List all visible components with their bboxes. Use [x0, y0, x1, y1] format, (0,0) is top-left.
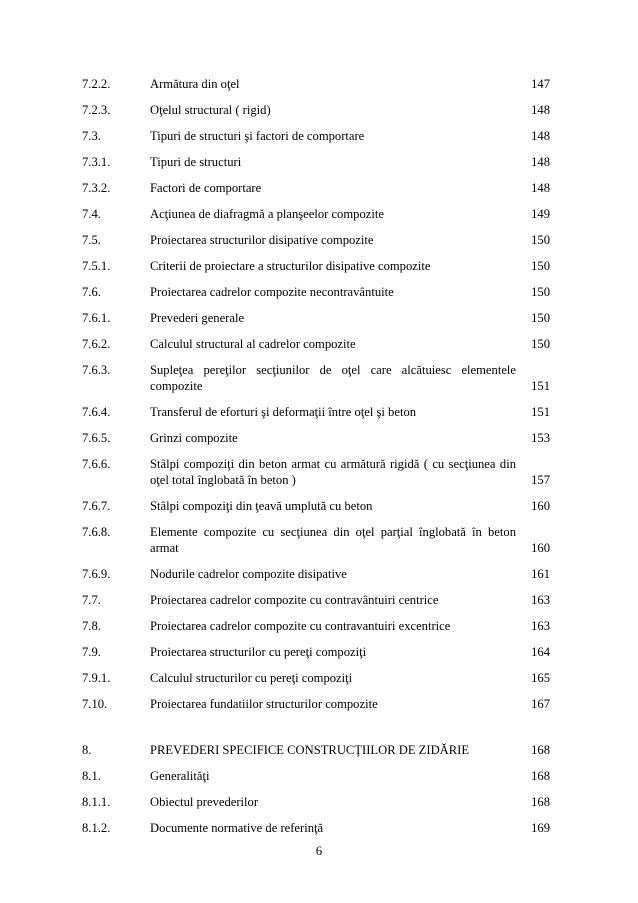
entry-title: Calculul structurilor cu pereţi compoziţi: [150, 671, 353, 685]
entry-title: Proiectarea cadrelor compozite necontravântuite: [150, 285, 394, 299]
entry-number: 7.9.1.: [82, 671, 111, 685]
entry-number: 7.6.4.: [82, 405, 111, 419]
entry-title: Stâlpi compoziţi din ţeavă umplută cu beton: [150, 499, 373, 513]
entry-title: Supleţea pereţilor secţiunilor de oţel care alcătuiesc elementele compozite: [150, 363, 516, 393]
entry-page: 149: [531, 207, 550, 221]
page-number: 6: [315, 844, 323, 858]
entry-page: 161: [531, 567, 550, 581]
entry-title: Nodurile cadrelor compozite disipative: [150, 567, 347, 581]
entry-page: 160: [531, 499, 550, 513]
entry-number: 7.5.1.: [82, 259, 111, 273]
entry-page: 150: [531, 285, 550, 299]
entry-page: 163: [531, 593, 550, 607]
entry-page: 157: [531, 473, 550, 487]
entry-number: 7.6.6.: [82, 457, 111, 471]
entry-title: Tipuri de structuri: [150, 155, 242, 169]
entry-number: 7.4.: [82, 207, 101, 221]
entry-number: 7.9.: [82, 645, 101, 659]
entry-title: Proiectarea structurilor cu pereţi compoziţi: [150, 645, 367, 659]
entry-page: 168: [531, 795, 550, 809]
entry-page: 148: [531, 181, 550, 195]
entry-page: 148: [531, 103, 550, 117]
entry-title: Generalităţi: [150, 769, 210, 783]
entry-page: 150: [531, 337, 550, 351]
entry-title: Factori de comportare: [150, 181, 262, 195]
entry-title: Documente normative de referinţă: [150, 821, 324, 835]
entry-page: 168: [531, 769, 550, 783]
entry-page: 168: [531, 743, 550, 757]
entry-title: Armătura din oţel: [150, 77, 240, 91]
entry-title: Acţiunea de diafragmă a planşeelor compozite: [150, 207, 384, 221]
entry-number: 7.6.3.: [82, 363, 111, 377]
entry-number: 7.8.: [82, 619, 101, 633]
entry-title: Transferul de eforturi şi deformaţii între oţel şi beton: [150, 405, 417, 419]
entry-title: Calculul structural al cadrelor compozite: [150, 337, 356, 351]
entry-number: 7.5.: [82, 233, 101, 247]
entry-page: 151: [531, 405, 550, 419]
entry-number: 7.6.: [82, 285, 101, 299]
entry-title: Stâlpi compoziţi din beton armat cu armătură rigidă ( cu secţiunea din oţel total înglobată în beton ): [150, 457, 516, 487]
entry-title: Proiectarea fundatiilor structurilor compozite: [150, 697, 378, 711]
entry-page: 151: [531, 379, 550, 393]
entry-page: 164: [531, 645, 550, 659]
entry-page: 165: [531, 671, 550, 685]
entry-number: 7.3.2.: [82, 181, 111, 195]
entry-page: 150: [531, 233, 550, 247]
entry-page: 148: [531, 155, 550, 169]
entry-number: 7.6.5.: [82, 431, 111, 445]
entry-number: 7.10.: [82, 697, 108, 711]
entry-number: 8.1.2.: [82, 821, 111, 835]
entry-number: 7.2.3.: [82, 103, 111, 117]
entry-page: 160: [531, 541, 550, 555]
entry-title: Tipuri de structuri şi factori de comportare: [150, 129, 365, 143]
entry-number: 7.2.2.: [82, 77, 111, 91]
entry-number: 7.3.1.: [82, 155, 111, 169]
entry-number: 7.3.: [82, 129, 101, 143]
entry-page: 153: [531, 431, 550, 445]
entry-number: 8.1.: [82, 769, 101, 783]
entry-number: 7.7.: [82, 593, 101, 607]
entry-number: 8.1.1.: [82, 795, 111, 809]
entry-number: 7.6.9.: [82, 567, 111, 581]
entry-number: 7.6.8.: [82, 525, 111, 539]
entry-number: 7.6.7.: [82, 499, 111, 513]
entry-title: Oţelul structural ( rigid): [150, 103, 271, 117]
entry-title: Grinzi compozite: [150, 431, 238, 445]
entry-page: 163: [531, 619, 550, 633]
entry-title: Proiectarea cadrelor compozite cu contravântuiri centrice: [150, 593, 439, 607]
entry-page: 150: [531, 311, 550, 325]
entry-page: 167: [531, 697, 550, 711]
entry-page: 148: [531, 129, 550, 143]
entry-title: Obiectul prevederilor: [150, 795, 259, 809]
entry-page: 150: [531, 259, 550, 273]
entry-number: 8.: [82, 743, 92, 757]
entry-title: Criterii de proiectare a structurilor disipative compozite: [150, 259, 431, 273]
entry-title: Proiectarea cadrelor compozite cu contravantuiri excentrice: [150, 619, 451, 633]
entry-page: 147: [531, 77, 550, 91]
entry-title: Prevederi generale: [150, 311, 245, 325]
entry-title: Proiectarea structurilor disipative compozite: [150, 233, 374, 247]
entry-number: 7.6.1.: [82, 311, 111, 325]
entry-number: 7.6.2.: [82, 337, 111, 351]
entry-page: 169: [531, 821, 550, 835]
entry-title: Elemente compozite cu secţiunea din oţel parţial înglobată în beton armat: [150, 525, 516, 555]
entry-title: PREVEDERI SPECIFICE CONSTRUCŢIILOR DE ZIDĂRIE: [150, 743, 470, 757]
